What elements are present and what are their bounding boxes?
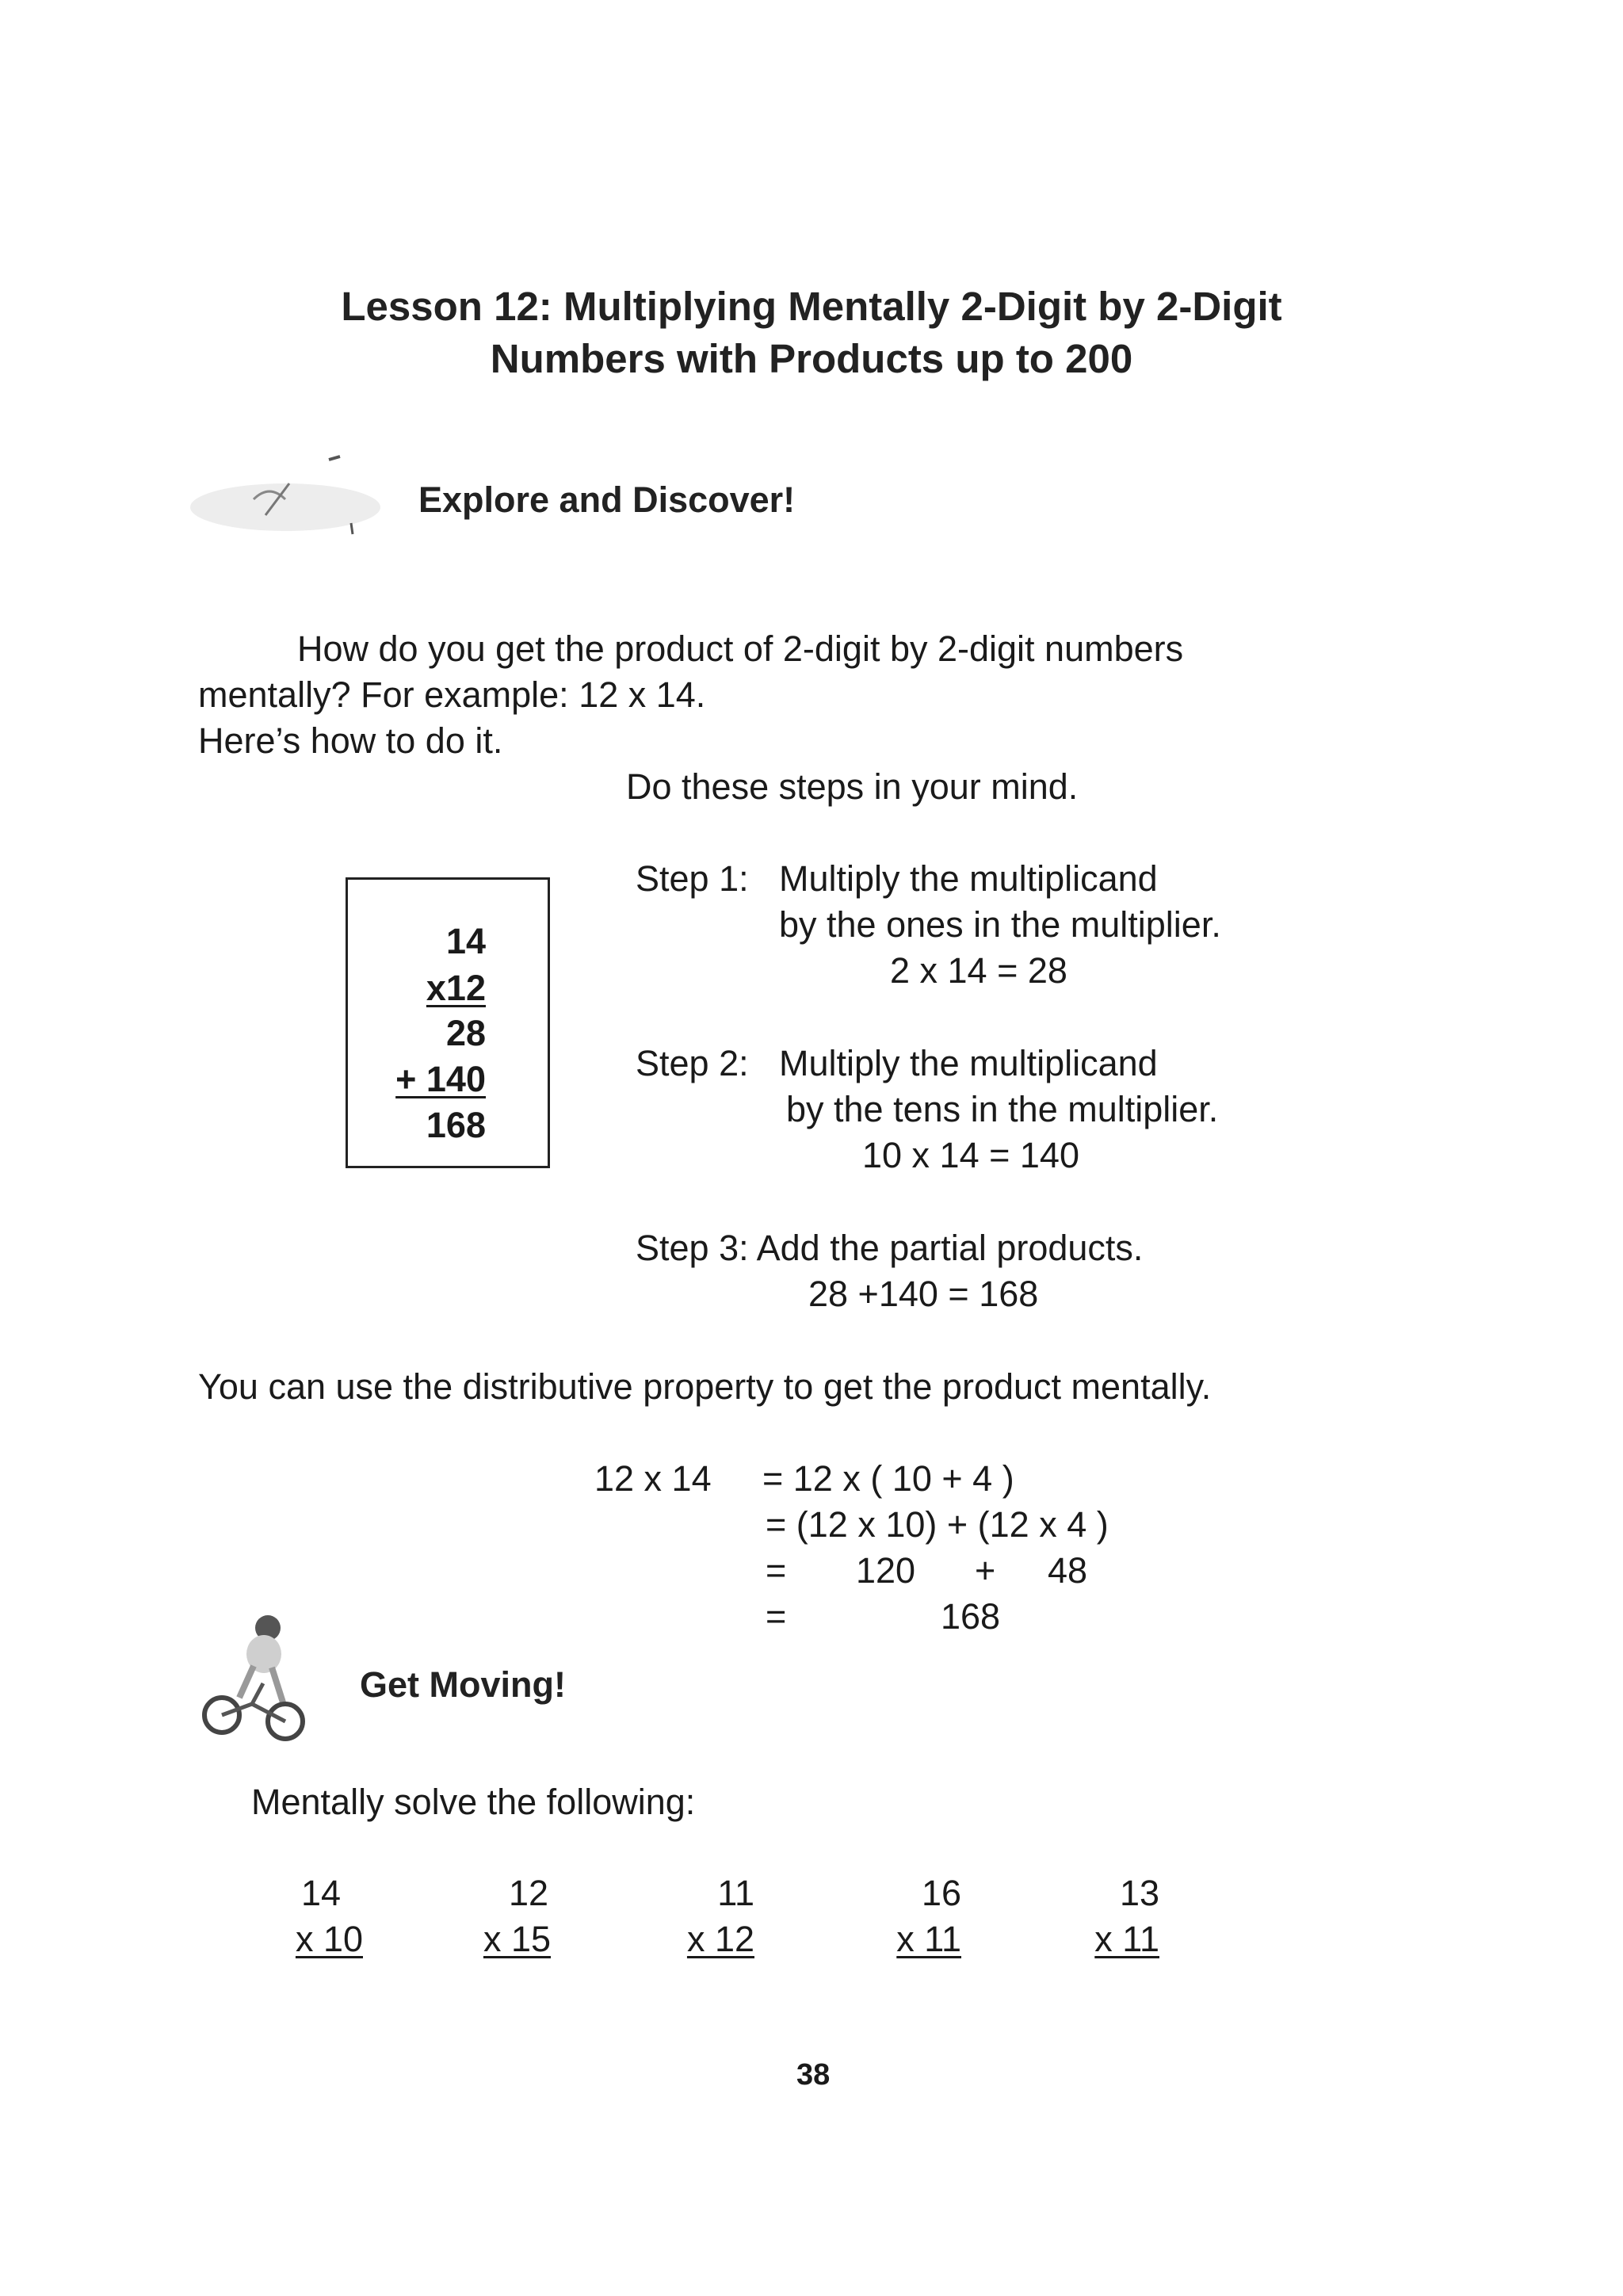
problem-3-bottom: x 12: [686, 1919, 754, 1959]
problem-1: [244, 1873, 363, 1960]
intro-line2: mentally? For example: 12 x 14.: [198, 674, 706, 715]
step1-line1: Multiply the multiplicand: [779, 858, 1158, 899]
problem-2-bottom: x 15: [483, 1919, 551, 1959]
calc-multiplicand: 14: [445, 921, 486, 961]
problem-3-top: 11: [717, 1873, 754, 1913]
intro-line4: Do these steps in your mind.: [626, 766, 1079, 807]
step3-equation: 28 +140 = 168: [808, 1274, 1039, 1314]
step1-equation: 2 x 14 = 28: [890, 950, 1067, 991]
distributive-row3-eq: =: [766, 1550, 787, 1591]
problem-1-bottom: x 10: [295, 1919, 363, 1959]
step2-label: Step 2:: [636, 1043, 749, 1083]
calc-multiplier: x12: [426, 968, 486, 1008]
get-moving-heading: Get Moving!: [360, 1664, 566, 1705]
distributive-row3-b: 48: [1048, 1550, 1088, 1591]
calc-partial-1: 28: [445, 1013, 486, 1053]
problem-1-top: 14: [300, 1873, 341, 1913]
problem-2-top: 12: [508, 1873, 548, 1913]
distributive-row2: = (12 x 10) + (12 x 4 ): [766, 1504, 1109, 1545]
intro-line1: How do you get the product of 2-digit by 2-digit numbers: [297, 628, 1184, 669]
problem-5: [1041, 1873, 1159, 1960]
problem-4: [842, 1873, 961, 1960]
vertical-multiplication-box: [346, 877, 550, 1168]
distributive-row4-eq: =: [766, 1596, 787, 1637]
calc-partial-2: + 140: [395, 1059, 486, 1099]
distributive-row1: = 12 x ( 10 + 4 ): [762, 1458, 1014, 1499]
distributive-row3-a: 120: [856, 1550, 916, 1591]
distributive-row4-val: 168: [941, 1596, 1001, 1637]
problem-2: [432, 1873, 551, 1960]
step2-equation: 10 x 14 = 140: [862, 1135, 1079, 1175]
step2-line2: by the tens in the multiplier.: [786, 1089, 1219, 1129]
distributive-lhs: 12 x 14: [594, 1458, 712, 1499]
page-number: 38: [796, 2058, 831, 2092]
problem-4-top: 16: [921, 1873, 961, 1913]
child-on-bicycle-icon: [197, 1610, 315, 1749]
lesson-title-line2: Numbers with Products up to 200: [490, 336, 1133, 381]
step2-line1: Multiply the multiplicand: [779, 1043, 1158, 1083]
explore-heading: Explore and Discover!: [418, 479, 796, 520]
problem-3: [636, 1873, 754, 1960]
intro-line3: Here’s how to do it.: [198, 720, 503, 761]
calc-product: 168: [426, 1105, 486, 1145]
step3-line1: Step 3: Add the partial products.: [636, 1228, 1144, 1268]
lesson-title-line1: Lesson 12: Multiplying Mentally 2-Digit by 2-Digit: [341, 284, 1282, 329]
exercise-prompt: Mentally solve the following:: [251, 1782, 696, 1822]
distributive-intro: You can use the distributive property to get the product mentally.: [198, 1366, 1212, 1407]
step1-line2: by the ones in the multiplier.: [779, 904, 1221, 945]
problem-5-bottom: x 11: [1094, 1919, 1159, 1959]
distributive-row3-plus: +: [975, 1550, 996, 1591]
magnifier-sketch-icon: [182, 444, 396, 555]
problem-4-bottom: x 11: [896, 1919, 961, 1959]
problem-5-top: 13: [1119, 1873, 1159, 1913]
step1-label: Step 1:: [636, 858, 749, 899]
